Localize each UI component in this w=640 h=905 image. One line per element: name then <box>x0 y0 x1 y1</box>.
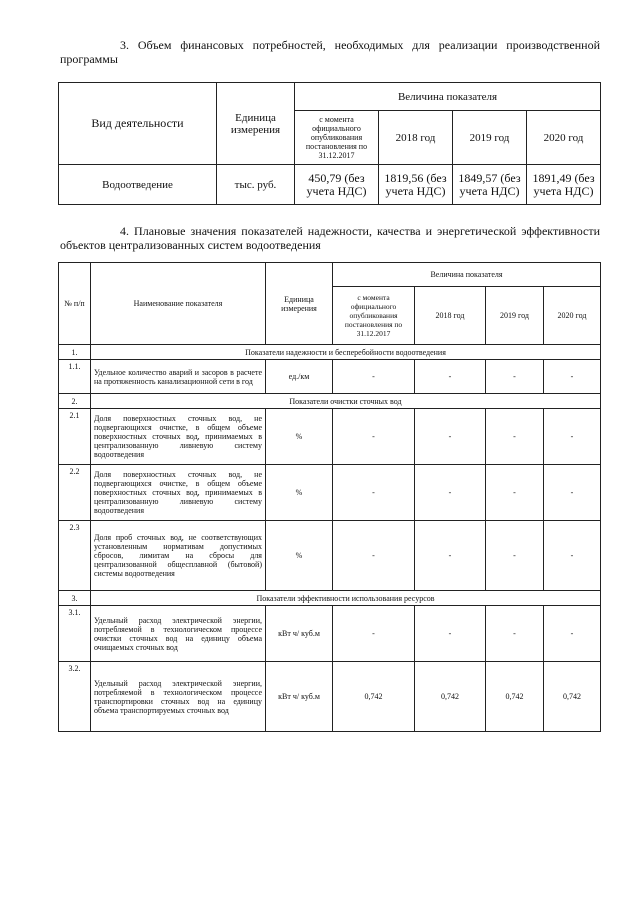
group-title: Показатели эффективности использования ресурсов <box>91 591 601 606</box>
table-row <box>59 606 601 662</box>
row-num: 2.1 <box>59 409 91 465</box>
row-value: - <box>544 521 601 591</box>
row-num: 1.1. <box>59 360 91 394</box>
cell-2018: 1819,56 (без учета НДС) <box>379 165 453 205</box>
row-num: 3.1. <box>59 606 91 662</box>
row-value: - <box>486 360 544 394</box>
financial-needs-table <box>58 82 601 205</box>
group-title: Показатели надежности и бесперебойности водоотведения <box>91 345 601 360</box>
header-unit: Единица измерения <box>266 263 333 345</box>
header-since-publication: с момента официального опубликования постановления по 31.12.2017 <box>295 111 379 165</box>
cell-2019: 1849,57 (без учета НДС) <box>453 165 527 205</box>
row-value: - <box>415 521 486 591</box>
row-value: - <box>486 606 544 662</box>
header-2018: 2018 год <box>415 287 486 345</box>
header-activity: Вид деятельности <box>59 83 217 165</box>
group-row <box>59 394 601 409</box>
group-row <box>59 591 601 606</box>
header-2020: 2020 год <box>544 287 601 345</box>
header-name: Наименование показателя <box>91 263 266 345</box>
header-value-group: Величина показателя <box>295 83 601 111</box>
header-2019: 2019 год <box>453 111 527 165</box>
row-value: 0,742 <box>415 662 486 732</box>
section-3-title: 3. Объем финансовых потребностей, необходимых для реализации производственной программы <box>60 38 600 66</box>
table-row <box>59 360 601 394</box>
row-value: - <box>415 409 486 465</box>
group-row <box>59 345 601 360</box>
header-since-publication: с момента официального опубликования постановления по 31.12.2017 <box>333 287 415 345</box>
cell-since: 450,79 (без учета НДС) <box>295 165 379 205</box>
row-value: - <box>486 409 544 465</box>
row-unit: кВт ч/ куб.м <box>266 662 333 732</box>
cell-2020: 1891,49 (без учета НДС) <box>527 165 601 205</box>
header-value-group: Величина показателя <box>333 263 601 287</box>
row-value: - <box>415 360 486 394</box>
row-name: Удельный расход электрической энергии, потребляемой в технологическом процессе транспортировки сточных вод на единицу объема транспортируемых сточных вод <box>91 662 266 732</box>
group-num: 2. <box>59 394 91 409</box>
row-value: - <box>333 606 415 662</box>
header-num: № п/п <box>59 263 91 345</box>
row-name: Доля поверхностных сточных вод, не подвергающихся очистке, в общем объеме поверхностных сточных вод, принимаемых в централизованную ливневую систему водоотведения <box>91 409 266 465</box>
row-value: 0,742 <box>486 662 544 732</box>
row-value: - <box>544 606 601 662</box>
row-value: - <box>544 465 601 521</box>
row-name: Доля поверхностных сточных вод, не подвергающихся очистке, в общем объеме поверхностных сточных вод, принимаемых в централизованную ливневую систему водоотведения <box>91 465 266 521</box>
row-value: - <box>333 409 415 465</box>
row-unit: кВт ч/ куб.м <box>266 606 333 662</box>
row-value: - <box>333 521 415 591</box>
header-unit: Единица измерения <box>217 83 295 165</box>
row-name: Удельный расход электрической энергии, потребляемой в технологическом процессе очистки сточных вод на единицу объема очищаемых сточных вод <box>91 606 266 662</box>
group-title: Показатели очистки сточных вод <box>91 394 601 409</box>
row-num: 3.2. <box>59 662 91 732</box>
group-num: 3. <box>59 591 91 606</box>
header-2020: 2020 год <box>527 111 601 165</box>
row-unit: % <box>266 521 333 591</box>
row-value: - <box>415 465 486 521</box>
row-value: - <box>486 465 544 521</box>
row-value: - <box>333 360 415 394</box>
row-unit: % <box>266 465 333 521</box>
row-value: - <box>333 465 415 521</box>
cell-unit: тыс. руб. <box>217 165 295 205</box>
row-name: Удельное количество аварий и засоров в расчете на протяженность канализационной сети в год <box>91 360 266 394</box>
row-value: - <box>486 521 544 591</box>
indicators-table <box>58 262 601 732</box>
row-value: - <box>544 409 601 465</box>
row-value: 0,742 <box>333 662 415 732</box>
row-num: 2.2 <box>59 465 91 521</box>
row-num: 2.3 <box>59 521 91 591</box>
section-4-title: 4. Плановые значения показателей надежности, качества и энергетической эффективности объектов централизованных систем водоотведения <box>60 224 600 252</box>
header-2018: 2018 год <box>379 111 453 165</box>
table-row <box>59 521 601 591</box>
row-unit: ед./км <box>266 360 333 394</box>
table-row <box>59 409 601 465</box>
row-value: - <box>415 606 486 662</box>
row-unit: % <box>266 409 333 465</box>
table-row <box>59 165 601 205</box>
header-2019: 2019 год <box>486 287 544 345</box>
row-name: Доля проб сточных вод, не соответствующих установленным нормативам допустимых сбросов, лимитам на сбросы для централизованной общесплавной (бытовой) системы водоотведения <box>91 521 266 591</box>
table-row <box>59 662 601 732</box>
row-value: - <box>544 360 601 394</box>
table-row <box>59 465 601 521</box>
cell-activity: Водоотведение <box>59 165 217 205</box>
row-value: 0,742 <box>544 662 601 732</box>
group-num: 1. <box>59 345 91 360</box>
